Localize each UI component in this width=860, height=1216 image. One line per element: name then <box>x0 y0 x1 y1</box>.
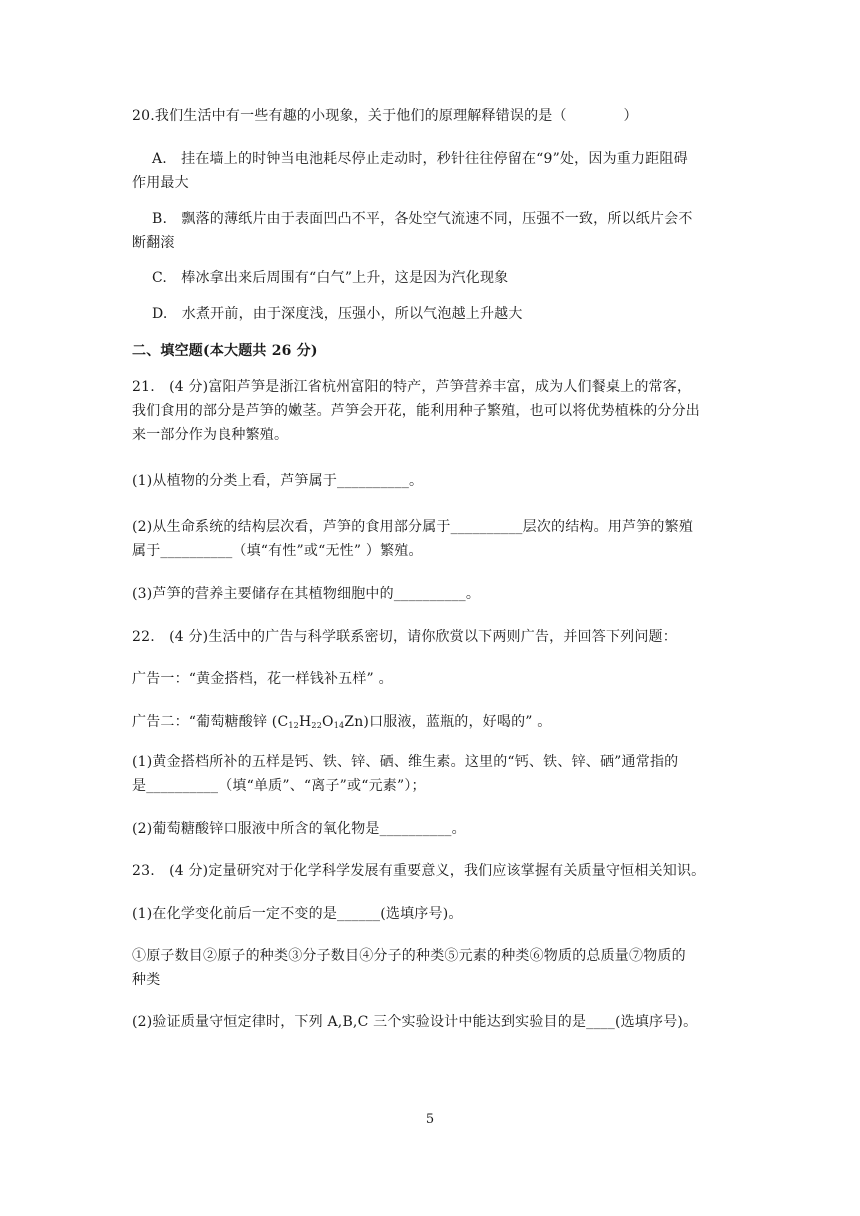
q23-line1: 23. (4 分)定量研究对于化学科学发展有重要意义，我们应该掌握有关质量守恒相关知识。 <box>132 863 706 879</box>
q20-option-a-line1: A. 挂在墙上的时钟当电池耗尽停止走动时，秒针往往停留在“9”处，因为重力距阻碍 <box>152 151 688 167</box>
q21-part1: (1)从植物的分类上看，芦笋属于__________。 <box>132 473 424 489</box>
page-number: 5 <box>425 1112 435 1127</box>
q23-part1: (1)在化学变化前后一定不变的是______(选填序号)。 <box>132 906 463 922</box>
q22-ad1: 广告一：“黄金搭档，花一样钱补五样” 。 <box>132 671 393 687</box>
q20-option-a-line2: 作用最大 <box>132 175 189 191</box>
q21-line2: 我们食用的部分是芦笋的嫩茎。芦笋会开花，能利用种子繁殖，也可以将优势植株的分分出 <box>132 403 700 419</box>
q23-part2: (2)验证质量守恒定律时，下列 A,B,C 三个实验设计中能达到实验目的是____(选填序号)。 <box>132 1014 698 1030</box>
q20-option-b-line2: 断翻滚 <box>132 235 175 251</box>
q22-ad2 <box>132 710 732 734</box>
q20-option-c: C. 棒冰拿出来后周围有“白气”上升，这是因为汽化现象 <box>152 270 509 286</box>
q23-options-line1: ①原子数目②原子的种类③分子数目④分子的种类⑤元素的种类⑥物质的总质量⑦物质的 <box>132 948 686 964</box>
q22-part1-line1: (1)黄金搭档所补的五样是钙、铁、锌、硒、维生素。这里的“钙、铁、锌、硒”通常指的 <box>132 754 679 770</box>
formula-subscript-c: 12 <box>288 721 299 730</box>
q20-option-b-line1: B. 飘落的薄纸片由于表面凹凸不平，各处空气流速不同，压强不一致，所以纸片会不 <box>152 211 693 227</box>
q21-line1: 21. (4 分)富阳芦笋是浙江省杭州富阳的特产，芦笋营养丰富，成为人们餐桌上的常客， <box>132 379 692 395</box>
formula-subscript-h: 22 <box>311 721 322 730</box>
q21-part2-line2: 属于__________（填“有性”或“无性” ）繁殖。 <box>132 543 423 559</box>
q23-options-line2: 种类 <box>132 972 161 988</box>
q22-part1-line2: 是__________（填“单质”、“离子”或“元素”）； <box>132 778 426 794</box>
q21-part3: (3)芦笋的营养主要储存在其植物细胞中的__________。 <box>132 586 481 602</box>
q22-part2: (2)葡萄糖酸锌口服液中所含的氧化物是__________。 <box>132 821 466 837</box>
q21-part2-line1: (2)从生命系统的结构层次看，芦笋的食用部分属于__________层次的结构。用芦笋的繁殖 <box>132 519 694 535</box>
formula-o: O <box>322 714 334 730</box>
q22-line1: 22. (4 分)生活中的广告与科学联系密切，请你欣赏以下两则广告，并回答下列问题： <box>132 629 677 645</box>
q22-ad2-suffix: Zn)口服液，蓝瓶的，好喝的” 。 <box>344 714 552 730</box>
q20-option-d: D. 水煮开前，由于深度浅，压强小，所以气泡越上升越大 <box>152 306 523 322</box>
section-title: 二、填空题(本大题共 26 分) <box>132 343 318 359</box>
q21-line3: 来一部分作为良种繁殖。 <box>132 427 289 443</box>
formula-h: H <box>298 714 312 730</box>
q22-ad2-prefix: 广告二：“葡萄糖酸锌 (C <box>132 714 289 730</box>
formula-subscript-o: 14 <box>333 721 345 730</box>
q20-stem: 20.我们生活中有一些有趣的小现象，关于他们的原理解释错误的是（ ） <box>132 108 638 124</box>
